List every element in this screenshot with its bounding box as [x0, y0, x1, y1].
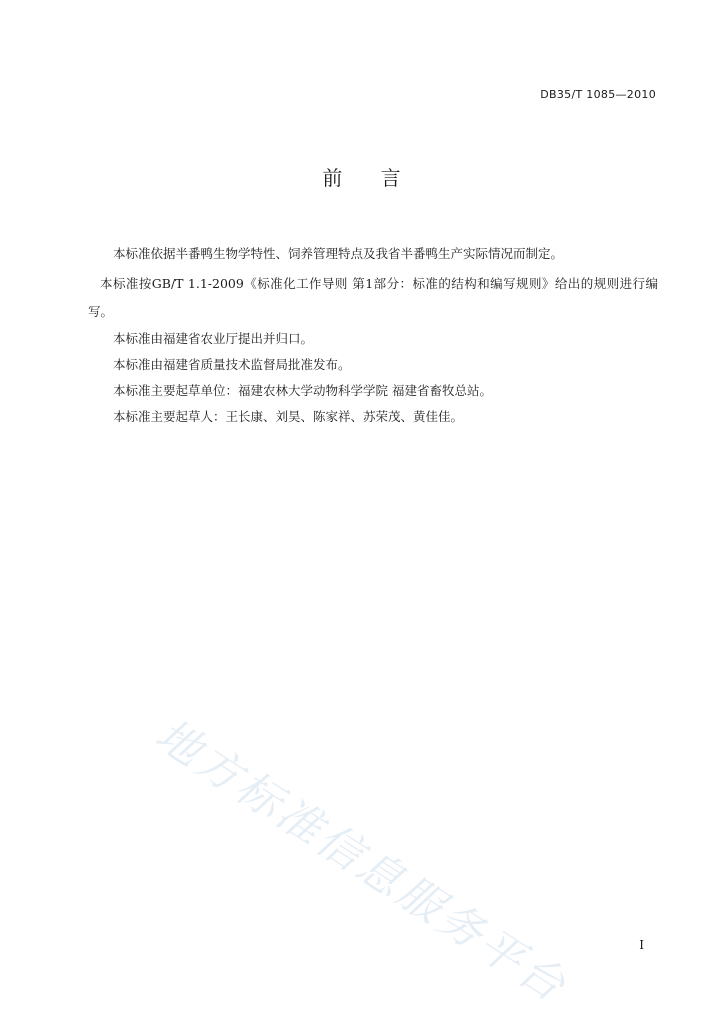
paragraph-drafters: 本标准主要起草人：王长康、刘昊、陈家祥、苏荣茂、黄佳佳。: [113, 409, 464, 424]
page-number: I: [639, 938, 644, 952]
paragraph-group: [88, 326, 658, 430]
paragraph-basis: 本标准依据半番鸭生物学特性、饲养管理特点及我省半番鸭生产实际情况而制定。: [113, 246, 564, 261]
paragraph-drafting-rules: 本标准按GB/T 1.1-2009《标准化工作导则 第1部分：标准的结构和编写规则》给出的规则进行编写。: [88, 276, 658, 319]
paragraph-approver: 本标准由福建省质量技术监督局批准发布。: [113, 357, 351, 372]
document-code: DB35/T 1085—2010: [540, 88, 656, 101]
paragraph-drafting-units: 本标准主要起草单位：福建农林大学动物科学学院 福建省畜牧总站。: [113, 383, 492, 398]
watermark: 地方标准信息服务平台: [146, 709, 577, 1014]
page-title: 前 言: [322, 166, 402, 190]
paragraph-proposer: 本标准由福建省农业厅提出并归口。: [113, 331, 314, 346]
